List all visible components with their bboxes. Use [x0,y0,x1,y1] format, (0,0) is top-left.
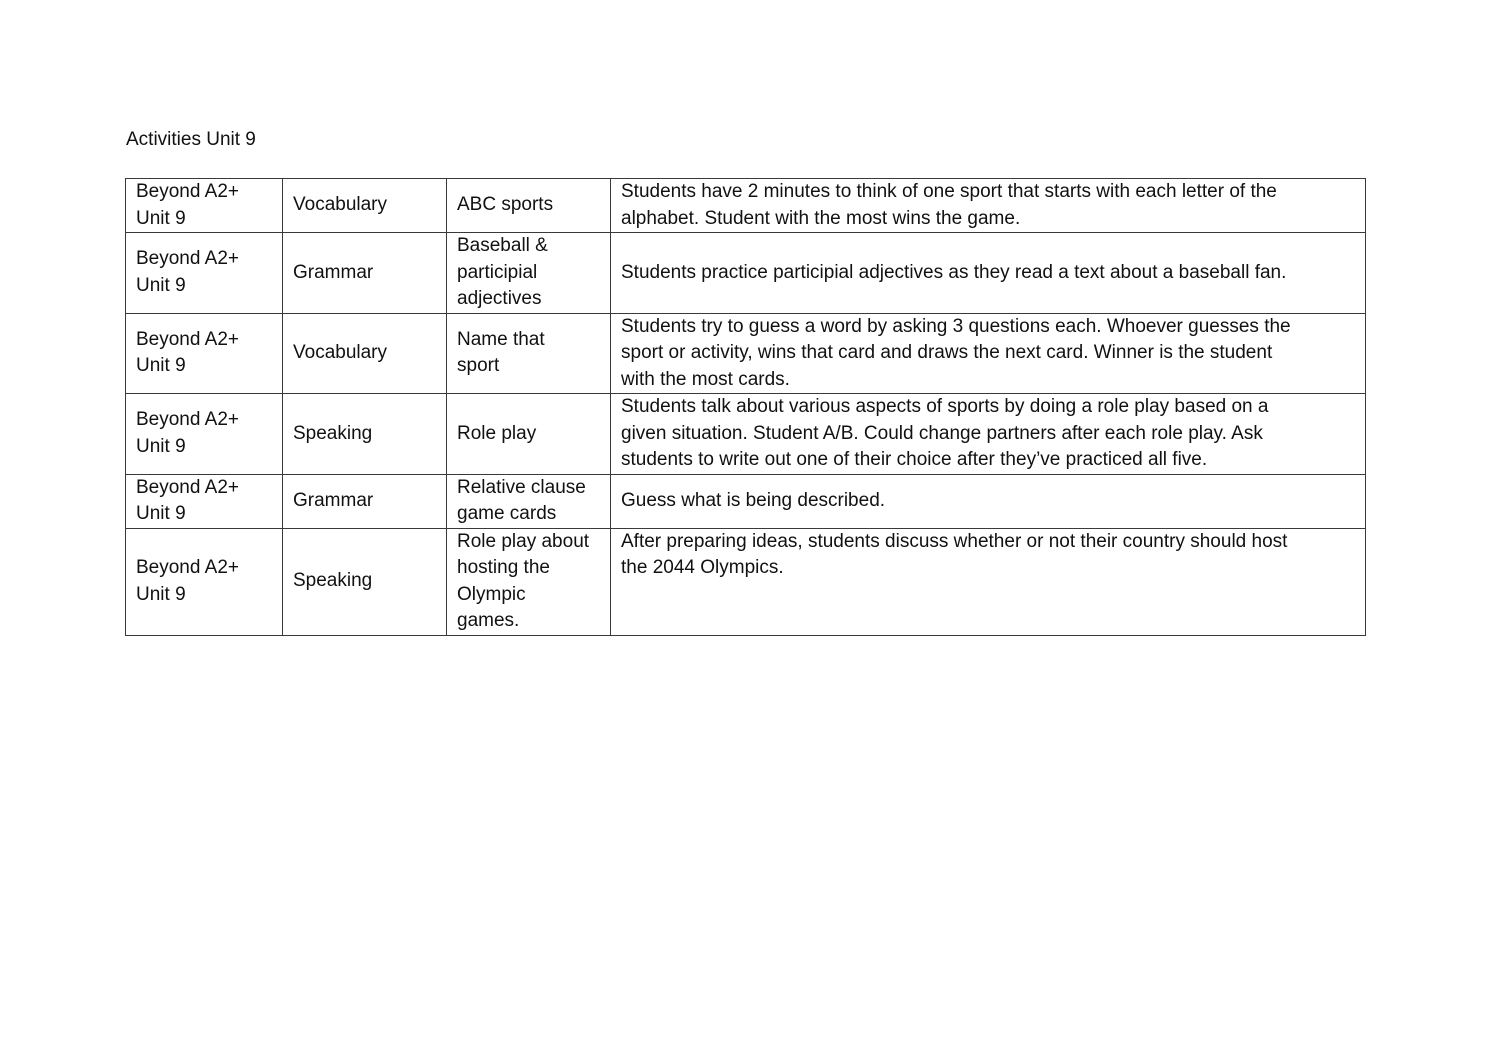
skill-cell: Speaking [283,528,447,635]
course-cell: Beyond A2+ Unit 9 [126,474,283,528]
course-cell: Beyond A2+ Unit 9 [126,528,283,635]
description-cell: Students try to guess a word by asking 3 questions each. Whoever guesses the sport or activity, wins that card and draws the next card. Winner is the student with the most cards. [611,313,1366,394]
description-cell: Students practice participial adjectives as they read a text about a baseball fan. [611,233,1366,314]
activity-cell: Role play [447,394,611,475]
activity-cell: Name that sport [447,313,611,394]
table-row [126,474,1366,528]
table-row [126,394,1366,475]
table-row [126,313,1366,394]
skill-cell: Grammar [283,474,447,528]
description-cell: Students talk about various aspects of sports by doing a role play based on a given situation. Student A/B. Could change partners after each role play. Ask students to write out one of their choice after they’ve practiced all five. [611,394,1366,475]
table-row [126,233,1366,314]
course-cell: Beyond A2+ Unit 9 [126,179,283,233]
skill-cell: Vocabulary [283,313,447,394]
description-cell: After preparing ideas, students discuss whether or not their country should host the 2044 Olympics. [611,528,1366,635]
course-cell: Beyond A2+ Unit 9 [126,233,283,314]
page-title: Activities Unit 9 [126,129,256,150]
table-row [126,179,1366,233]
activity-cell: Relative clause game cards [447,474,611,528]
activity-cell: Baseball & participial adjectives [447,233,611,314]
activity-cell: Role play about hosting the Olympic games. [447,528,611,635]
skill-cell: Grammar [283,233,447,314]
description-cell: Students have 2 minutes to think of one sport that starts with each letter of the alphabet. Student with the most wins the game. [611,179,1366,233]
course-cell: Beyond A2+ Unit 9 [126,394,283,475]
skill-cell: Vocabulary [283,179,447,233]
activity-cell: ABC sports [447,179,611,233]
description-cell: Guess what is being described. [611,474,1366,528]
course-cell: Beyond A2+ Unit 9 [126,313,283,394]
table-row [126,528,1366,635]
skill-cell: Speaking [283,394,447,475]
activities-table [125,178,1366,636]
